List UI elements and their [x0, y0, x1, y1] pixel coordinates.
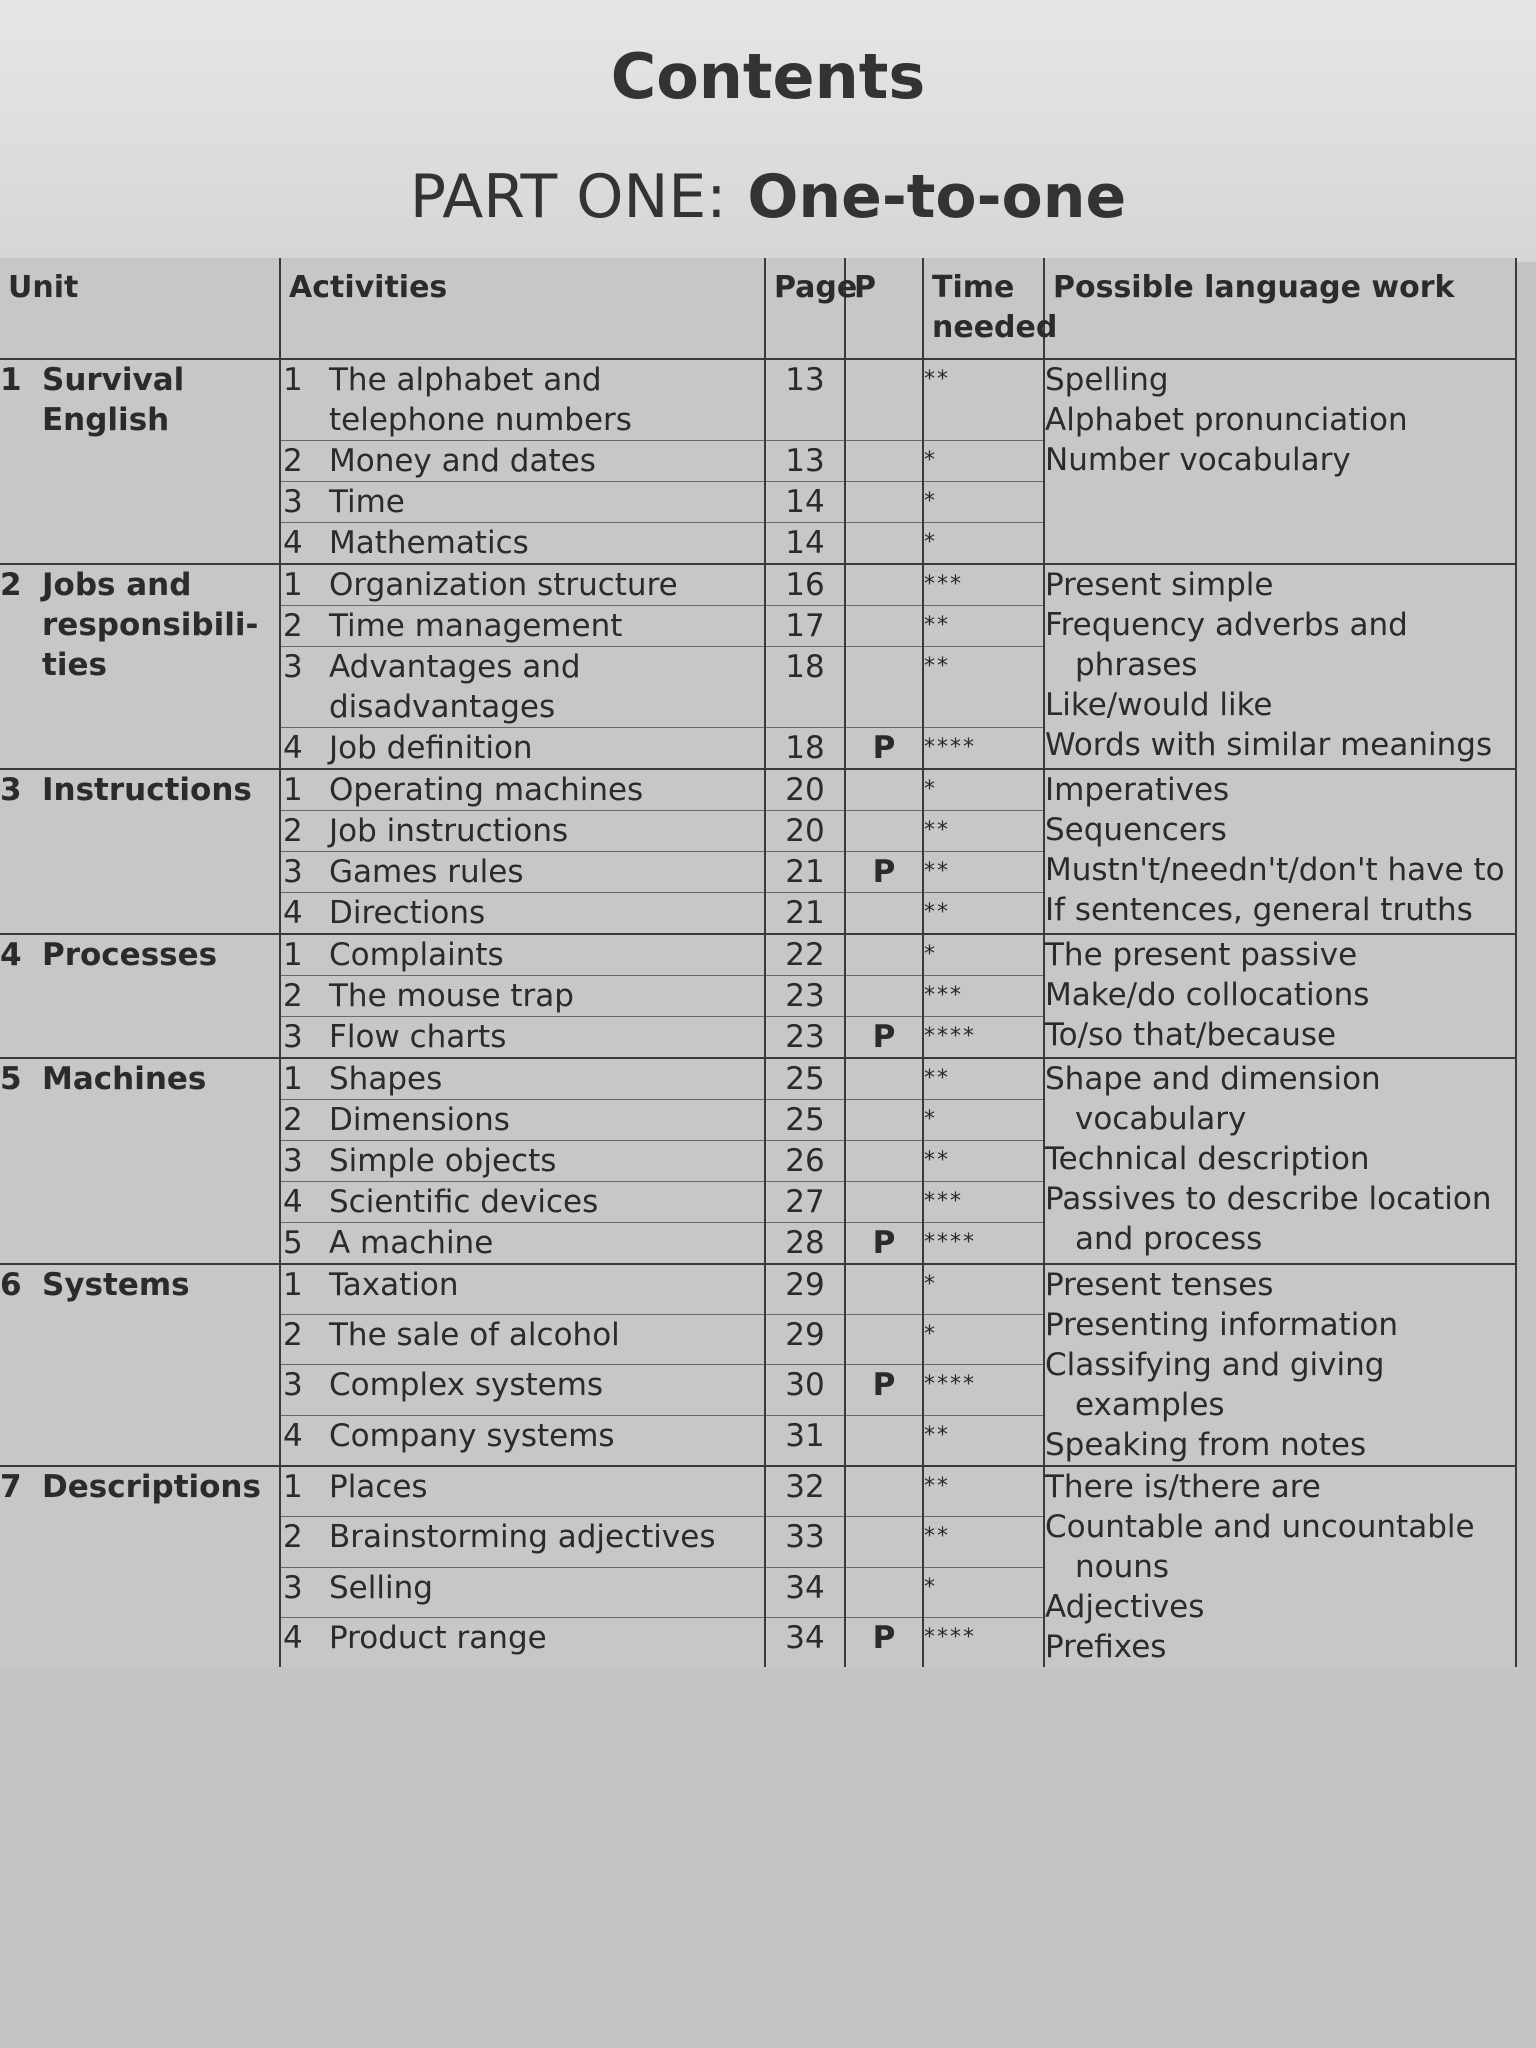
activity: [281, 1265, 764, 1305]
time-needed: *: [923, 523, 1044, 565]
photocopiable-mark: [845, 1567, 923, 1617]
activity-title: Complex systems: [329, 1367, 604, 1404]
time-needed: *: [923, 482, 1044, 523]
activity-title: The mouse trap: [329, 978, 574, 1014]
header-time-line1: Time: [932, 270, 1015, 305]
activity: [281, 647, 764, 727]
photocopiable-mark: [845, 769, 923, 811]
activity: [281, 811, 764, 851]
language-work-item: nouns: [1075, 1549, 1170, 1585]
time-needed: *: [923, 1264, 1044, 1315]
activity-title: Taxation: [329, 1267, 459, 1303]
activity-cell: [280, 976, 765, 1017]
unit-heading: [0, 1467, 279, 1507]
activity-title: Product range: [329, 1619, 547, 1656]
activity-cell: [280, 441, 765, 482]
activity-number: 4: [283, 1417, 303, 1454]
unit-cell: [0, 769, 280, 934]
page-number: 33: [765, 1517, 845, 1567]
unit-cell: [0, 359, 280, 564]
activity-cell: [280, 1264, 765, 1315]
unit-name: [42, 1059, 206, 1099]
photocopiable-mark: [845, 441, 923, 482]
activity: [281, 441, 764, 481]
time-needed: ****: [923, 1365, 1044, 1415]
activity-number: 3: [283, 1569, 303, 1606]
language-work-item: Imperatives: [1045, 772, 1230, 808]
unit-name: [42, 935, 217, 975]
table-row: [0, 564, 1516, 606]
activity-title: Job instructions: [329, 813, 569, 849]
activity-cell: [280, 934, 765, 976]
activity-cell: [280, 359, 765, 441]
photocopiable-mark: P: [845, 1365, 923, 1415]
activity: [281, 976, 764, 1016]
activity-number: 2: [283, 813, 303, 849]
unit-cell: [0, 1264, 280, 1466]
activity: [281, 565, 764, 605]
language-work-item: Classifying and giving: [1045, 1347, 1385, 1383]
photocopiable-mark: [845, 1415, 923, 1466]
unit-name-line: Survival: [42, 362, 185, 398]
activity-number: 2: [283, 1519, 303, 1556]
contents-table: [0, 258, 1517, 1667]
language-work-cell: [1044, 564, 1516, 769]
time-needed: ***: [923, 564, 1044, 606]
photocopiable-mark: [845, 1182, 923, 1223]
language-work-item: Countable and uncountable: [1045, 1509, 1475, 1545]
time-needed: **: [923, 606, 1044, 647]
unit-name: [42, 1467, 261, 1507]
language-work-item: Presenting information: [1045, 1307, 1399, 1343]
language-work-item: Sequencers: [1045, 812, 1227, 848]
activity-number: 4: [283, 730, 303, 766]
page-number: 21: [765, 893, 845, 935]
photocopiable-mark: [845, 1141, 923, 1182]
activity-number: 3: [283, 854, 303, 890]
activity-number: 4: [283, 895, 303, 931]
page-number: 28: [765, 1223, 845, 1265]
page-number: 23: [765, 1017, 845, 1059]
page-number: 25: [765, 1100, 845, 1141]
activity-cell: [280, 893, 765, 935]
activity-title: Games rules: [329, 854, 524, 890]
activity-cell: [280, 811, 765, 852]
language-work-cell: [1044, 359, 1516, 564]
activity-title: Flow charts: [329, 1019, 507, 1055]
activity-number: 2: [283, 1317, 303, 1354]
activity-cell: [280, 647, 765, 728]
unit-name: [42, 770, 252, 810]
table-row: [0, 769, 1516, 811]
unit-name: [42, 360, 184, 440]
part-label: PART ONE:: [409, 162, 727, 232]
unit-heading: [0, 1265, 279, 1305]
page-number: 29: [765, 1315, 845, 1365]
language-work-item: phrases: [1075, 647, 1198, 683]
page-title: Contents: [610, 40, 926, 113]
photocopiable-mark: [845, 934, 923, 976]
language-work-cell: [1044, 1466, 1516, 1667]
photocopiable-mark: [845, 647, 923, 728]
unit-number: 3: [0, 772, 22, 808]
activity-title: Simple objects: [329, 1143, 557, 1179]
unit-name-line: Machines: [42, 1061, 207, 1097]
activity-cell: [280, 1315, 765, 1365]
photocopiable-mark: [845, 482, 923, 523]
unit-cell: [0, 1058, 280, 1264]
unit-heading: [0, 1059, 279, 1099]
page-number: 34: [765, 1567, 845, 1617]
photocopiable-mark: [845, 523, 923, 565]
time-needed: **: [923, 811, 1044, 852]
contents-table-body: [0, 359, 1516, 1667]
activity-title: Organization structure: [329, 567, 678, 603]
activity-cell: [280, 523, 765, 565]
photocopiable-mark: [845, 606, 923, 647]
language-work-item: Speaking from notes: [1045, 1427, 1367, 1463]
activity-title: Selling: [329, 1569, 433, 1606]
activity-cell: [280, 1223, 765, 1265]
language-work-item: Present tenses: [1045, 1267, 1274, 1303]
page-number: 22: [765, 934, 845, 976]
activity-number: 3: [283, 1019, 303, 1055]
activity-cell: [280, 1100, 765, 1141]
activity-cell: [280, 1617, 765, 1667]
activity-number: 1: [283, 567, 303, 603]
activity-number: 1: [283, 362, 303, 398]
activity-cell: [280, 728, 765, 770]
activity: [281, 523, 764, 563]
unit-name-line: English: [42, 402, 170, 438]
page-number: 14: [765, 482, 845, 523]
table-row: [0, 1466, 1516, 1517]
activity-title: Advantages and disadvantages: [329, 649, 581, 725]
activity: [281, 1618, 764, 1658]
activity-number: 1: [283, 772, 303, 808]
language-work-item: Like/would like: [1045, 687, 1273, 723]
time-needed: **: [923, 1517, 1044, 1567]
activity-cell: [280, 1466, 765, 1517]
activity-number: 4: [283, 525, 303, 561]
language-work-item: Words with similar meanings: [1045, 727, 1493, 763]
table-header-row: [0, 258, 1516, 359]
activity-number: 1: [283, 1469, 303, 1505]
activity: [281, 1365, 764, 1405]
activity-number: 1: [283, 937, 303, 973]
activity-title: Job definition: [329, 730, 533, 766]
time-needed: **: [923, 1141, 1044, 1182]
activity: [281, 606, 764, 646]
language-work-item: and process: [1075, 1221, 1263, 1257]
unit-name-line: Jobs and: [42, 567, 192, 603]
header-p: P: [845, 258, 923, 359]
time-needed: **: [923, 359, 1044, 441]
unit-heading: [0, 565, 279, 685]
language-work-cell: [1044, 1058, 1516, 1264]
time-needed: ****: [923, 1617, 1044, 1667]
time-needed: **: [923, 852, 1044, 893]
activity-number: 2: [283, 608, 303, 644]
table-row: [0, 934, 1516, 976]
unit-number: 1: [0, 362, 22, 398]
page-number: 21: [765, 852, 845, 893]
time-needed: ****: [923, 1017, 1044, 1059]
unit-cell: [0, 564, 280, 769]
activity: [281, 770, 764, 810]
activity-number: 3: [283, 1367, 303, 1404]
language-work-item: examples: [1075, 1387, 1225, 1423]
activity-title: Time management: [329, 608, 623, 644]
language-work-item: Prefixes: [1045, 1629, 1167, 1665]
photocopiable-mark: P: [845, 852, 923, 893]
unit-number: 4: [0, 937, 22, 973]
time-needed: ***: [923, 1182, 1044, 1223]
unit-name-line: responsibili-: [42, 607, 259, 643]
activity-cell: [280, 1141, 765, 1182]
activity-cell: [280, 769, 765, 811]
time-needed: **: [923, 647, 1044, 728]
language-work-item: Technical description: [1045, 1141, 1370, 1177]
photocopiable-mark: [845, 1315, 923, 1365]
activity-cell: [280, 482, 765, 523]
photocopiable-mark: [845, 1058, 923, 1100]
time-needed: *: [923, 1100, 1044, 1141]
table-row: [0, 1058, 1516, 1100]
photocopiable-mark: [845, 1100, 923, 1141]
photocopiable-mark: [845, 564, 923, 606]
time-needed: *: [923, 1567, 1044, 1617]
time-needed: *: [923, 1315, 1044, 1365]
language-work-item: Present simple: [1045, 567, 1274, 603]
activity-cell: [280, 1415, 765, 1466]
unit-name-line: Instructions: [42, 772, 252, 808]
language-work-item: The present passive: [1045, 937, 1358, 973]
activity-title: Money and dates: [329, 443, 596, 479]
photocopiable-mark: P: [845, 1223, 923, 1265]
time-needed: **: [923, 1466, 1044, 1517]
activity-title: The sale of alcohol: [329, 1317, 620, 1354]
activity-cell: [280, 564, 765, 606]
activity-title: Company systems: [329, 1417, 615, 1454]
language-work-item: Frequency adverbs and: [1045, 607, 1408, 643]
language-work-item: Alphabet pronunciation: [1045, 402, 1408, 438]
photocopiable-mark: [845, 1517, 923, 1567]
page-number: 31: [765, 1415, 845, 1466]
activity: [281, 935, 764, 975]
table-row: [0, 1264, 1516, 1315]
language-work-item: Mustn't/needn't/don't have to: [1045, 852, 1505, 888]
page-number: 13: [765, 359, 845, 441]
activity-number: 3: [283, 649, 303, 685]
activity-number: 5: [283, 1225, 303, 1261]
page-number: 27: [765, 1182, 845, 1223]
activity-title: A machine: [329, 1225, 494, 1261]
header-time-needed: [923, 258, 1058, 359]
table-row: [0, 359, 1516, 441]
unit-name: [42, 1265, 190, 1305]
part-name: One-to-one: [747, 162, 1127, 232]
activity: [281, 1467, 764, 1507]
activity-number: 3: [283, 1143, 303, 1179]
language-work-cell: [1044, 769, 1516, 934]
page-number: 16: [765, 564, 845, 606]
activity: [281, 1568, 764, 1608]
time-needed: *: [923, 441, 1044, 482]
activity-number: 4: [283, 1619, 303, 1656]
header-activities: Activities: [280, 258, 765, 359]
unit-heading: [0, 935, 279, 975]
activity-title: Operating machines: [329, 772, 644, 808]
activity-title: Places: [329, 1469, 428, 1505]
activity-number: 2: [283, 443, 303, 479]
language-work-item: Number vocabulary: [1045, 442, 1351, 478]
page-number: 14: [765, 523, 845, 565]
activity-title: Time: [329, 484, 405, 520]
time-needed: **: [923, 1058, 1044, 1100]
photocopiable-mark: [845, 976, 923, 1017]
time-needed: *: [923, 934, 1044, 976]
page-number: 32: [765, 1466, 845, 1517]
page-number: 18: [765, 647, 845, 728]
header-time-line2: needed: [932, 310, 1058, 345]
photocopiable-mark: P: [845, 728, 923, 770]
activity: [281, 1517, 764, 1557]
photocopiable-mark: P: [845, 1017, 923, 1059]
page-number: 26: [765, 1141, 845, 1182]
page-number: 17: [765, 606, 845, 647]
header-language-work: Possible language work: [1044, 258, 1516, 359]
photocopiable-mark: [845, 1264, 923, 1315]
activity-title: Scientific devices: [329, 1184, 599, 1220]
activity-cell: [280, 852, 765, 893]
language-work-item: If sentences, general truths: [1045, 892, 1473, 928]
activity-title: Dimensions: [329, 1102, 510, 1138]
activity-number: 1: [283, 1061, 303, 1097]
activity: [281, 1141, 764, 1181]
time-needed: **: [923, 893, 1044, 935]
photocopiable-mark: [845, 893, 923, 935]
activity-number: 2: [283, 1102, 303, 1138]
activity-number: 2: [283, 978, 303, 1014]
page-number: 34: [765, 1617, 845, 1667]
activity: [281, 728, 764, 768]
page-number: 30: [765, 1365, 845, 1415]
language-work-cell: [1044, 1264, 1516, 1466]
photocopiable-mark: P: [845, 1617, 923, 1667]
activity: [281, 1223, 764, 1263]
language-work-item: Passives to describe location: [1045, 1181, 1492, 1217]
page-number: 29: [765, 1264, 845, 1315]
unit-number: 7: [0, 1469, 22, 1505]
language-work-item: vocabulary: [1075, 1101, 1247, 1137]
activity-cell: [280, 1182, 765, 1223]
activity: [281, 1182, 764, 1222]
page-number: 20: [765, 811, 845, 852]
activity-title: The alphabet and telephone numbers: [329, 362, 632, 438]
time-needed: **: [923, 1415, 1044, 1466]
language-work-cell: [1044, 934, 1516, 1058]
activity: [281, 1059, 764, 1099]
activity-cell: [280, 1517, 765, 1567]
language-work-item: Spelling: [1045, 362, 1169, 398]
activity-cell: [280, 1058, 765, 1100]
language-work-item: To/so that/because: [1045, 1017, 1337, 1053]
photocopiable-mark: [845, 811, 923, 852]
activity: [281, 893, 764, 933]
unit-number: 6: [0, 1267, 22, 1303]
unit-name-line: ties: [42, 647, 107, 683]
activity-title: Shapes: [329, 1061, 443, 1097]
time-needed: ****: [923, 1223, 1044, 1265]
language-work-item: Adjectives: [1045, 1589, 1205, 1625]
unit-name: [42, 565, 258, 685]
language-work-item: There is/there are: [1045, 1469, 1321, 1505]
unit-number: 5: [0, 1061, 22, 1097]
page-number: 20: [765, 769, 845, 811]
activity: [281, 1416, 764, 1456]
page-number: 23: [765, 976, 845, 1017]
activity-number: 3: [283, 484, 303, 520]
page-number: 25: [765, 1058, 845, 1100]
photocopiable-mark: [845, 1466, 923, 1517]
language-work-item: Make/do collocations: [1045, 977, 1370, 1013]
activity: [281, 482, 764, 522]
unit-cell: [0, 934, 280, 1058]
unit-name-line: Systems: [42, 1267, 190, 1303]
activity: [281, 1100, 764, 1140]
unit-heading: [0, 770, 279, 810]
header-unit: Unit: [0, 258, 280, 359]
activity: [281, 360, 764, 440]
activity-title: Directions: [329, 895, 486, 931]
activity-cell: [280, 1365, 765, 1415]
photocopiable-mark: [845, 359, 923, 441]
activity: [281, 1017, 764, 1057]
part-heading: [0, 162, 1536, 232]
activity: [281, 852, 764, 892]
activity-title: Complaints: [329, 937, 504, 973]
activity-number: 1: [283, 1267, 303, 1303]
activity-number: 4: [283, 1184, 303, 1220]
page-number: 18: [765, 728, 845, 770]
time-needed: *: [923, 769, 1044, 811]
language-work-item: Shape and dimension: [1045, 1061, 1381, 1097]
activity-cell: [280, 1567, 765, 1617]
unit-name-line: Descriptions: [42, 1469, 261, 1505]
activity-title: Brainstorming adjectives: [329, 1519, 716, 1556]
time-needed: ****: [923, 728, 1044, 770]
activity-cell: [280, 1017, 765, 1059]
unit-name-line: Processes: [42, 937, 218, 973]
unit-cell: [0, 1466, 280, 1667]
page-number: 13: [765, 441, 845, 482]
unit-heading: [0, 360, 279, 440]
activity: [281, 1315, 764, 1355]
activity-title: Mathematics: [329, 525, 529, 561]
activity-cell: [280, 606, 765, 647]
header-page: Page: [765, 258, 845, 359]
unit-number: 2: [0, 567, 22, 603]
time-needed: ***: [923, 976, 1044, 1017]
